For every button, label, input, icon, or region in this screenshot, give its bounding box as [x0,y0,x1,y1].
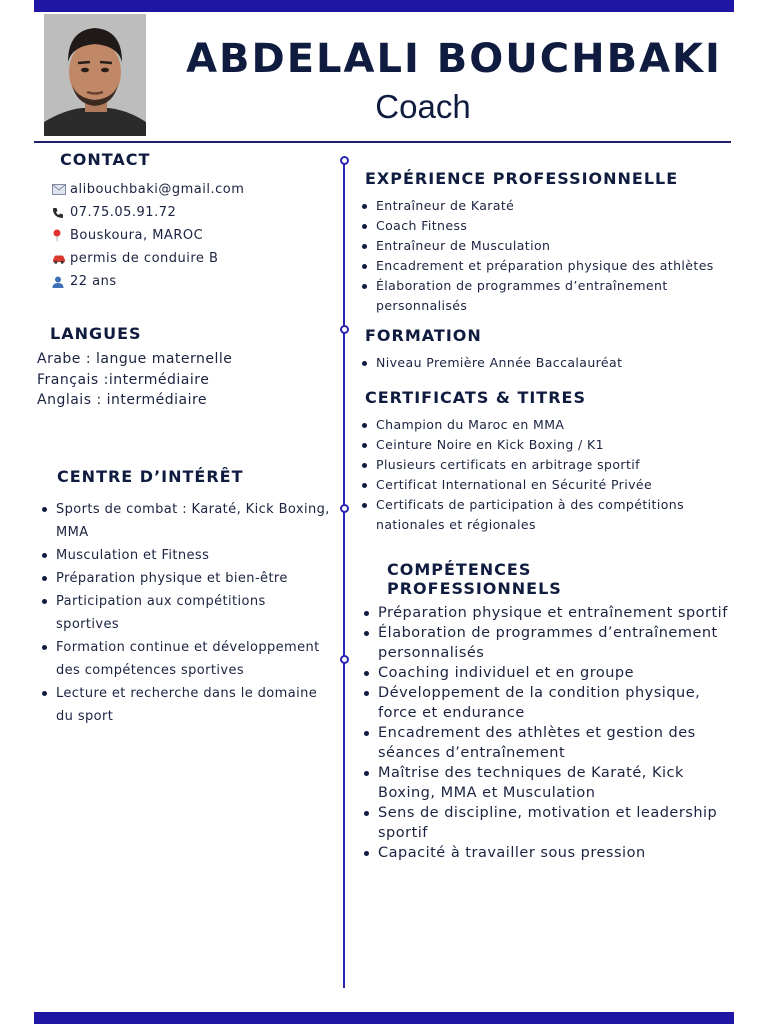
skills-heading-line-1: COMPÉTENCES [387,560,532,579]
contact-email-text: alibouchbaki@gmail.com [70,182,245,197]
skill-item: Coaching individuel et en groupe [362,663,742,683]
timeline-dot [340,325,349,334]
experience-item: Élaboration de programmes d’entraînement personnalisés [360,276,740,316]
certificates-list [360,415,730,535]
skill-item: Maîtrise des techniques de Karaté, Kick Boxing, MMA et Musculation [362,763,742,803]
certificate-item: Certificats de participation à des compétitions nationales et régionales [360,495,730,535]
experience-item: Coach Fitness [360,216,740,236]
language-item: Français :intermédiaire [37,371,210,388]
interest-item: Lecture et recherche dans le domaine du sport [40,682,330,728]
skill-item: Capacité à travailler sous pression [362,843,742,863]
education-item: Niveau Première Année Baccalauréat [360,353,740,373]
languages-list [37,351,232,413]
bottom-accent-bar [34,1012,734,1024]
experience-list [360,196,740,316]
skill-item: Préparation physique et entraînement sportif [362,603,742,623]
skill-item: Élaboration de programmes d’entraînement personnalisés [362,623,742,663]
interest-item: Participation aux compétitions sportives [40,590,330,636]
skill-item: Encadrement des athlètes et gestion des séances d’entraînement [362,723,742,763]
header-divider [34,141,731,143]
skill-item: Sens de discipline, motivation et leadership sportif [362,803,742,843]
certificate-item: Certificat International en Sécurité Privée [360,475,730,495]
column-divider [343,160,345,988]
contact-age [52,270,244,293]
job-title: Coach [375,88,471,125]
contact-list [52,178,244,293]
interests-heading: CENTRE D’INTÉRÊT [57,467,244,486]
experience-item: Entraîneur de Musculation [360,236,740,256]
car-icon [52,254,70,264]
contact-phone-text: 07.75.05.91.72 [70,205,177,220]
certificate-item: Ceinture Noire en Kick Boxing / K1 [360,435,730,455]
timeline-dot [340,156,349,165]
phone-icon [52,207,70,219]
contact-email [52,178,244,201]
experience-heading: EXPÉRIENCE PROFESSIONNELLE [365,169,679,188]
education-list [360,353,740,373]
skills-heading-line-2: PROFESSIONNELS [387,579,562,598]
languages-heading: LANGUES [50,324,142,343]
interest-item: Musculation et Fitness [40,544,330,567]
experience-item: Entraîneur de Karaté [360,196,740,216]
contact-license-text: permis de conduire B [70,251,219,266]
envelope-icon [52,184,70,195]
certificate-item: Plusieurs certificats en arbitrage sportif [360,455,730,475]
top-accent-bar [34,0,734,12]
language-item: Anglais : intermédiaire [37,392,208,408]
timeline-dot [340,504,349,513]
interests-list [40,498,330,728]
contact-phone [52,201,244,224]
profile-photo [44,14,146,136]
skill-item: Développement de la condition physique, force et endurance [362,683,742,723]
profile-photo-illustration [44,14,146,136]
certificates-heading: CERTIFICATS & TITRES [365,388,586,407]
location-pin-icon [52,229,70,242]
contact-license [52,247,244,270]
candidate-name: ABDELALI BOUCHBAKI [186,36,722,82]
skills-heading [387,560,562,598]
skills-list [362,603,742,863]
experience-item: Encadrement et préparation physique des athlètes [360,256,740,276]
contact-location [52,224,244,247]
interest-item: Sports de combat : Karaté, Kick Boxing, MMA [40,498,330,544]
person-icon [52,276,70,288]
language-item: Arabe : langue maternelle [37,351,233,367]
contact-age-text: 22 ans [70,274,117,289]
contact-heading: CONTACT [60,150,151,169]
interest-item: Formation continue et développement des compétences sportives [40,636,330,682]
interest-item: Préparation physique et bien-être [40,567,330,590]
timeline-dot [340,655,349,664]
education-heading: FORMATION [365,326,482,345]
contact-location-text: Bouskoura, MAROC [70,228,204,243]
certificate-item: Champion du Maroc en MMA [360,415,730,435]
